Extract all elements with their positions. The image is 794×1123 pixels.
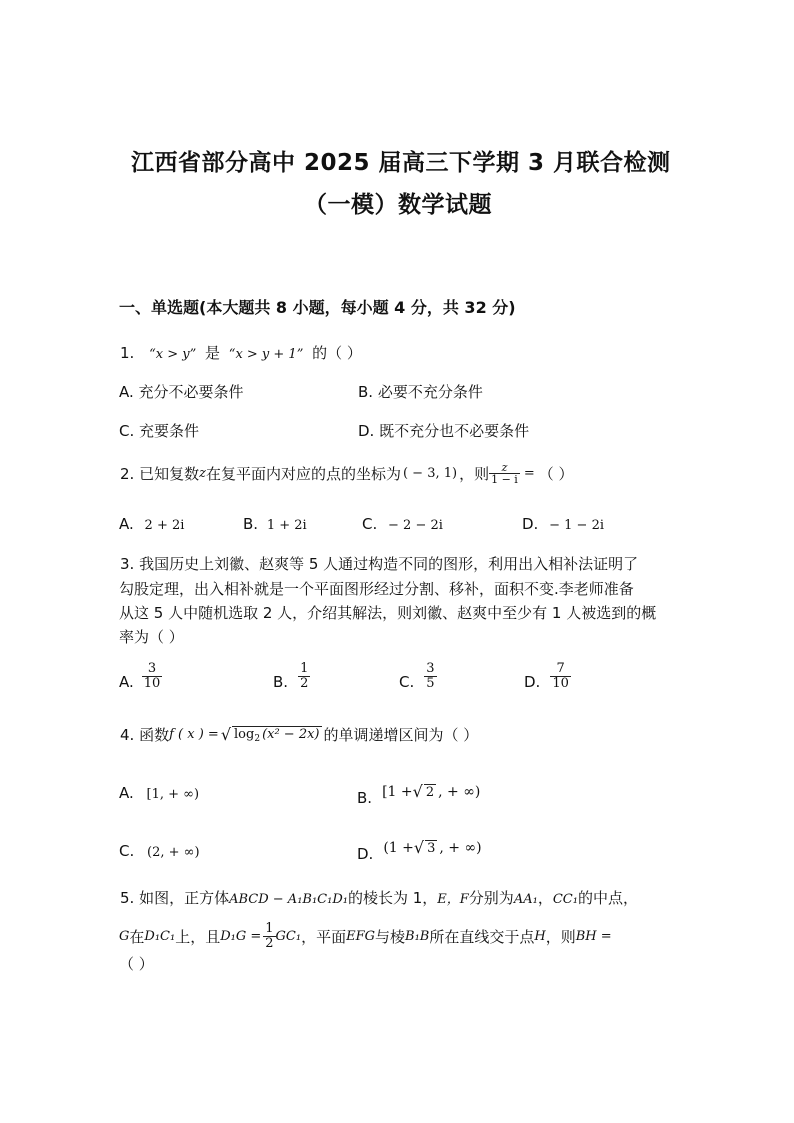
q4-function: f ( x ) = (169, 727, 219, 742)
q5-text-8: 与棱 (375, 928, 406, 946)
fraction-den: 10 (552, 676, 569, 691)
q5-text-5: 在 (129, 928, 145, 946)
q5-edge-aa1: AA₁ (513, 892, 538, 907)
q3-option-a (119, 662, 162, 691)
q3-option-d (524, 662, 571, 691)
q5-text-2: 的棱长为 1， (347, 889, 438, 907)
condition-1: “x > y” (149, 347, 197, 362)
q5-comma: ， (537, 889, 553, 907)
log-base: 2 (254, 733, 261, 744)
option-label: D. (357, 844, 374, 863)
q5-edge-cc1: CC₁ (552, 892, 578, 907)
q5-text-10: ，则 (545, 928, 576, 946)
fraction-den: 2 (300, 676, 309, 691)
q2-option-a (119, 515, 184, 533)
page-title-line2: （一模）数学试题 (304, 192, 492, 218)
q1-option-a: A. 充分不必要条件 (119, 383, 244, 401)
q2-fraction-num: z (501, 461, 508, 474)
q3-line-3: 从这 5 人中随机选取 2 人，介绍其解法，则刘徽、赵爽中至少有 1 人被选到的概 (119, 604, 657, 622)
option-label: C. (119, 842, 135, 860)
option-label: B. (357, 788, 373, 807)
q5-point-g: G (119, 929, 130, 944)
option-label: B. (243, 515, 259, 533)
q4-option-b (357, 782, 481, 807)
option-label: D. (524, 673, 541, 691)
option-value: 1 + 2i (266, 518, 307, 533)
question-5-line-1 (120, 887, 638, 908)
question-4-stem (120, 724, 478, 745)
q5-text-1: 5. 如图，正方体 (120, 889, 230, 907)
question-1-stem (120, 342, 362, 363)
sqrt-icon: √ (413, 838, 425, 857)
option-label: A. (119, 673, 134, 691)
option-value-pre: [1 + (382, 783, 413, 800)
q5-cube: ABCD − A₁B₁C₁D₁ (229, 892, 348, 907)
q3-line-4: 率为（ ） (119, 628, 184, 646)
q5-edge-d1c1: D₁C₁ (144, 929, 176, 944)
section-heading: 一、单选题(本大题共 8 小题，每小题 4 分，共 32 分) (119, 298, 516, 317)
option-label: B. (273, 673, 289, 691)
radicand: 2 (425, 784, 435, 800)
condition-2: “x > y + 1” (228, 347, 304, 362)
fraction-num: 1 (265, 921, 274, 936)
q2-text-1: 2. 已知复数 (120, 465, 200, 483)
sqrt-icon: √ (412, 782, 423, 801)
question-5-line-2 (119, 922, 612, 951)
q2-option-d (522, 515, 604, 533)
fraction (424, 662, 436, 691)
fraction-den: 2 (265, 936, 274, 951)
q2-paren: （ ） (538, 465, 574, 483)
q4-option-d (357, 838, 482, 863)
q2-equals: = (523, 466, 535, 481)
option-label: A. (119, 515, 134, 533)
connector-text: 是 (205, 344, 221, 362)
fraction-num: 3 (147, 661, 157, 676)
option-label: C. (362, 515, 378, 533)
q3-line-2: 勾股定理，出入相补就是一个平面图形经过分割、移补，面积不变.李老师准备 (119, 580, 634, 598)
option-value-post: , + ∞) (439, 839, 482, 856)
radicand: 3 (427, 840, 436, 856)
q2-text-2: 在复平面内对应的点的坐标为 (205, 465, 401, 483)
q4-text-2: 的单调递增区间为（ ） (323, 726, 479, 744)
fraction (298, 662, 310, 691)
option-label: D. (522, 515, 539, 533)
page-title-line1: 江西省部分高中 2025 届高三下学期 3 月联合检测 (131, 150, 671, 176)
q2-fraction (489, 462, 520, 485)
fraction (550, 662, 571, 691)
q1-option-d: D. 既不充分也不必要条件 (358, 422, 530, 440)
option-value: (2, + ∞) (147, 845, 200, 860)
question-tail: 的（ ） (312, 344, 362, 362)
option-value: − 1 − 2i (549, 518, 604, 533)
q5-points-ef: E，F (437, 892, 469, 907)
q1-option-c: C. 充要条件 (119, 422, 200, 440)
q2-point: ( − 3, 1) (402, 466, 458, 481)
fraction-num: 1 (300, 661, 309, 676)
q5-text-6: 上，且 (175, 928, 221, 946)
fraction-den: 10 (143, 676, 161, 691)
q5-plane-efg: EFG (346, 929, 376, 944)
q5-d1g: D₁G = (220, 929, 262, 944)
q5-point-h: H (534, 929, 546, 944)
question-5-paren: （ ） (119, 955, 154, 973)
log-text: log (234, 726, 255, 742)
q5-gc1: GC₁ (275, 929, 302, 944)
fraction (142, 662, 163, 691)
option-value-post: , + ∞) (438, 783, 481, 800)
option-label: A. (119, 784, 134, 802)
option-value-pre: (1 + (383, 839, 414, 856)
q2-text-3: ，则 (459, 465, 490, 483)
option-value: − 2 − 2i (388, 518, 443, 533)
q5-text-3: 分别为 (468, 889, 514, 907)
q3-line-1: 3. 我国历史上刘徽、赵爽等 5 人通过构造不同的图形，利用出入相补法证明了 (120, 555, 639, 573)
fraction-den: 5 (426, 676, 435, 691)
option-label: C. (399, 673, 415, 691)
option-value: [1, + ∞) (146, 787, 200, 802)
q2-variable-z: z (199, 466, 206, 481)
log-argument: (x² − 2x) (262, 726, 320, 742)
q4-option-a (119, 784, 199, 802)
q2-option-c (362, 515, 443, 533)
option-value: 2 + 2i (144, 518, 185, 533)
fraction-num: 3 (426, 661, 435, 676)
q2-fraction-den: 1 − i (491, 473, 518, 486)
q3-option-c (399, 662, 437, 691)
question-number: 1. (120, 344, 135, 362)
q4-radicand (232, 726, 322, 744)
q1-option-b: B. 必要不充分条件 (358, 383, 483, 401)
q5-text-7: ，平面 (301, 928, 347, 946)
sqrt-icon: √ (220, 725, 232, 744)
q5-half-fraction (263, 922, 275, 951)
q5-bh: BH = (575, 929, 612, 944)
q5-text-4: 的中点， (577, 889, 638, 907)
q2-option-b (243, 515, 307, 533)
fraction-num: 7 (556, 661, 565, 676)
q4-option-c (119, 842, 200, 860)
question-2-stem (120, 462, 574, 485)
q5-edge-b1b: B₁B (405, 929, 430, 944)
q3-option-b (273, 662, 310, 691)
q5-text-9: 所在直线交于点 (429, 928, 535, 946)
q4-text-1: 4. 函数 (120, 726, 170, 744)
